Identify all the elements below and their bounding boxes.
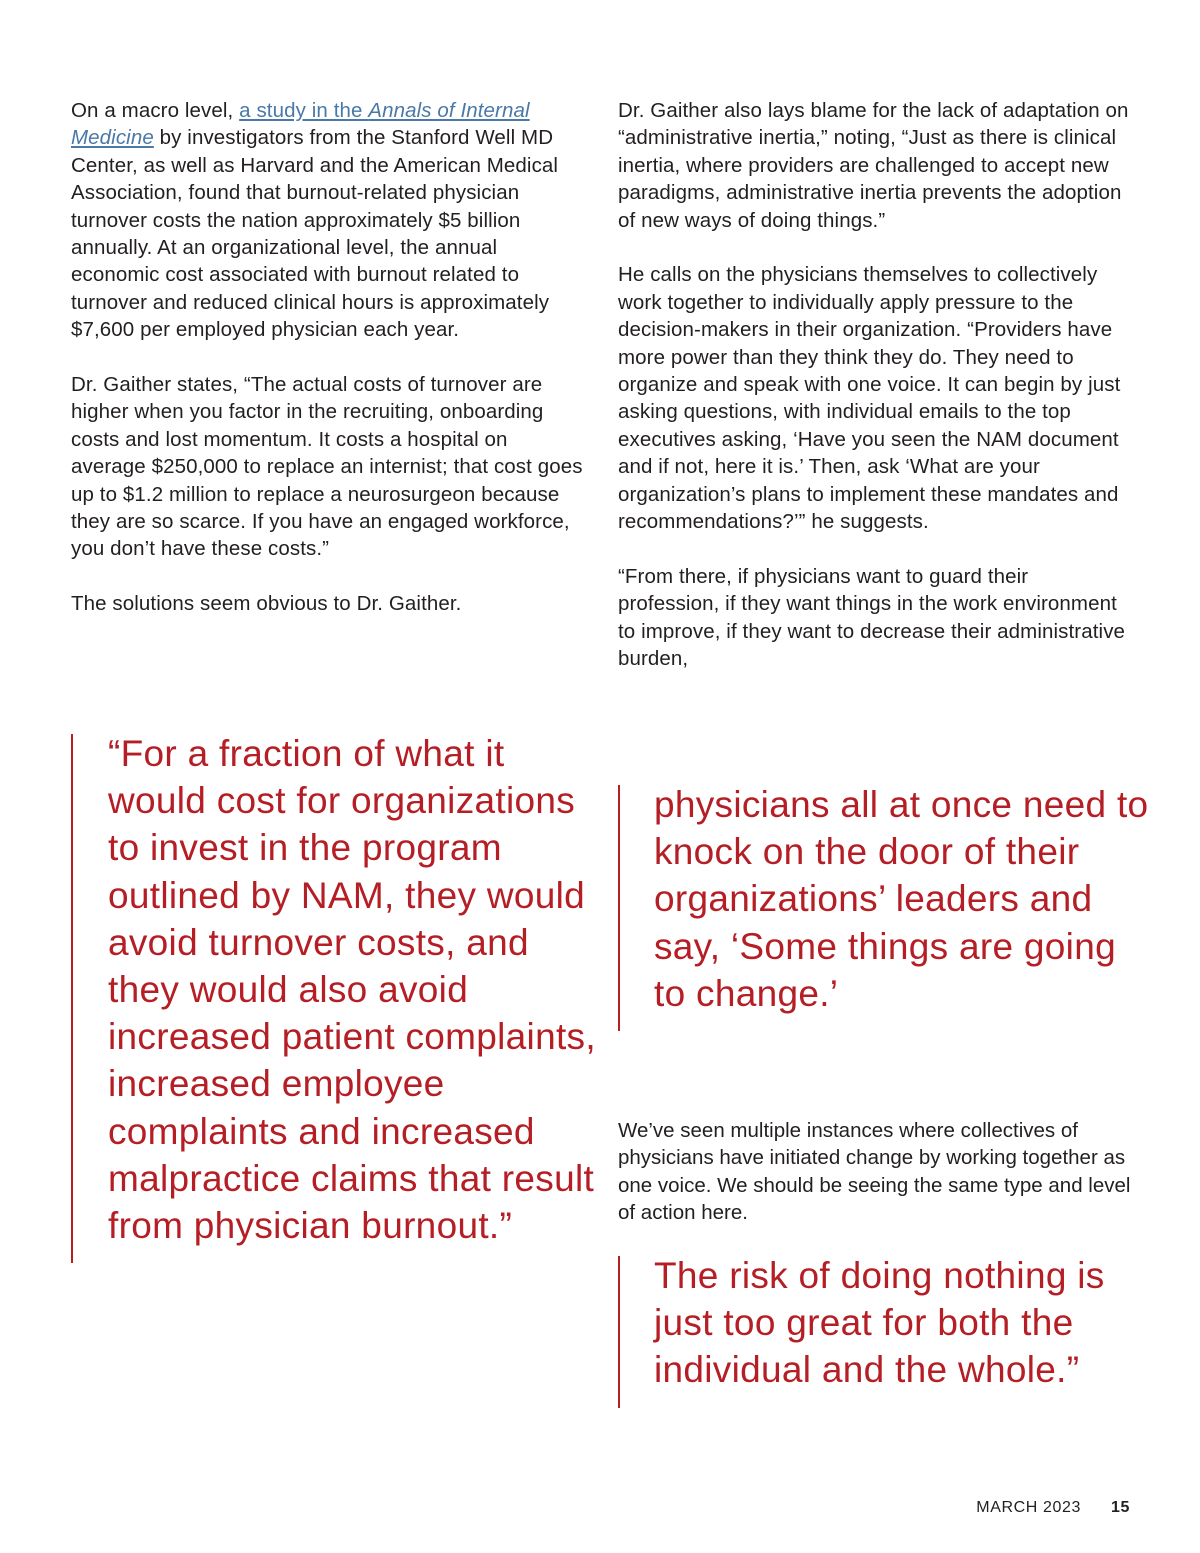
article-paragraph-collectives: We’ve seen multiple instances where collectives of physicians have initiated change by working together as one voice. We should be seeing the same type and level of action here. [618, 1119, 1131, 1225]
article-paragraph-from-there: “From there, if physicians want to guard their profession, if they want things in the work environment to improve, if they want to decrease their administrative burden, [618, 564, 1126, 671]
pull-quote-right-top [618, 785, 1154, 1031]
issue-date: MARCH 2023 [976, 1499, 1081, 1516]
journal-title: Annals of Internal Medicine [71, 99, 530, 150]
annals-study-link[interactable]: a study in the Annals of Internal Medicine [71, 99, 530, 150]
article-paragraph-solutions: The solutions seem obvious to Dr. Gaither. [71, 592, 462, 616]
article-paragraph-gaither-states: Dr. Gaither states, “The actual costs of turnover are higher when you factor in the recruiting, onboarding costs and lost momentum. It costs a hospital on average $250,000 to replace an internist; that cost goes up to $1.2 million to replace a neurosurgeon because they are so scarce. If you have an engaged workforce, you don’t have these costs.” [71, 373, 583, 561]
article-paragraph-physicians-call: He calls on the physicians themselves to collectively work together to individually apply pressure to the decision-makers in their organization. “Providers have more power than they think they do. They need to organize and speak with one voice. It can begin by just asking questions, with individual emails to the top executives asking, ‘Have you seen the NAM document and if not, here it is.’ Then, ask ‘What are your organization’s plans to implement these mandates and recommendations?’” he suggests. [618, 263, 1121, 534]
paragraph-lead-text: On a macro level, [71, 99, 240, 122]
page-footer [976, 1499, 1130, 1517]
article-paragraph-macro-level [71, 97, 586, 344]
left-column [71, 97, 586, 618]
paragraph-rest-text: by investigators from the Stanford Well MD Center, as well as Harvard and the American Medical Association, found that burnout-related physician turnover costs the nation approximately $5 billion annually. At an organizational level, the annual economic cost associated with burnout related to turnover and reduced clinical hours is approximately $7,600 per employed physician each year. [71, 126, 559, 342]
pull-quote-left [71, 734, 608, 1263]
right-column [618, 97, 1133, 673]
article-paragraph-administrative-inertia: Dr. Gaither also lays blame for the lack of adaptation on “administrative inertia,” noting, “Just as there is clinical inertia, where providers are challenged to accept new paradigms, administrative inertia prevents the adoption of new ways of doing things.” [618, 99, 1129, 232]
pull-quote-text: physicians all at once need to knock on the door of their organizations’ leaders and say, ‘Some things are going to change.’ [654, 784, 1149, 1014]
pull-quote-right-bottom [618, 1256, 1154, 1408]
pull-quote-text: “For a fraction of what it would cost for organizations to invest in the program outlined by NAM, they would avoid turnover costs, and they would also avoid increased patient complaints, increased employee complaints and increased malpractice claims that result from physician burnout.” [108, 733, 596, 1247]
pull-quote-text: The risk of doing nothing is just too great for both the individual and the whole.” [654, 1255, 1105, 1391]
page-number: 15 [1111, 1499, 1130, 1516]
